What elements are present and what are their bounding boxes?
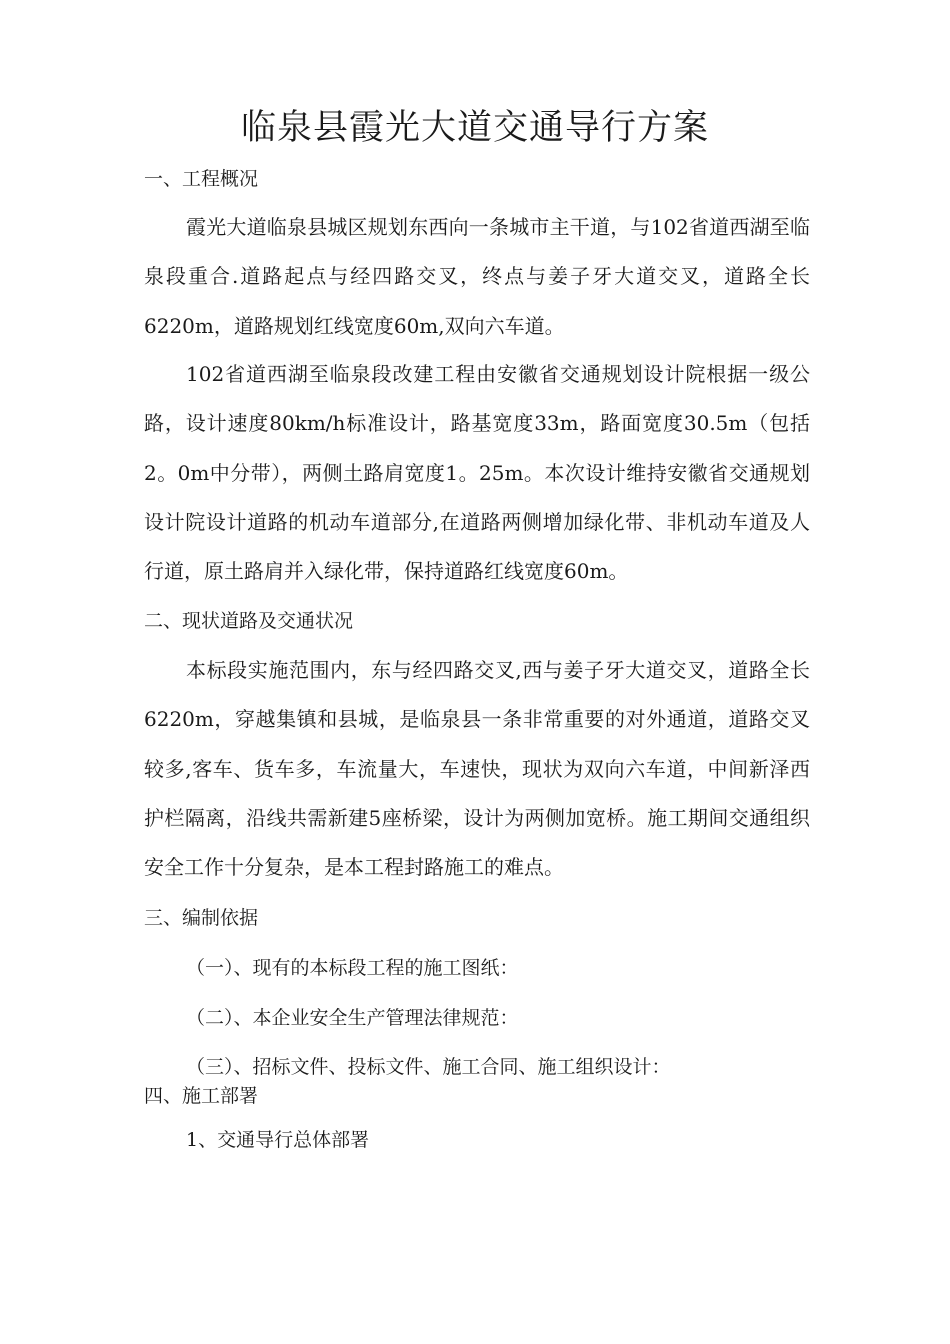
- section-heading-overview: 一、工程概况: [144, 168, 259, 190]
- basis-item-3: （三）、招标文件、投标文件、施工合同、施工组织设计：: [186, 1056, 671, 1078]
- basis-item-1: （一）、现有的本标段工程的施工图纸：: [186, 957, 519, 979]
- section-heading-deployment: 四、施工部署: [144, 1085, 259, 1107]
- paragraph-overview-2: 102省道西湖至临泉段改建工程由安徽省交通规划设计院根据一级公路，设计速度80km/h标准设计，路基宽度33m，路面宽度30.5m（包括2。0m中分带），两侧土路肩宽度1。25m。本次设计维持安徽省交通规划设计院设计道路的机动车道部分,在道路两侧增加绿化带、非机动车道及人行道，原土路肩并入绿化带，保持道路红线宽度60m。: [144, 362, 810, 584]
- document-title: 临泉县霞光大道交通导行方案: [240, 108, 709, 148]
- section-heading-basis: 三、编制依据: [144, 907, 259, 929]
- deployment-item-1: 1、交通导行总体部署: [186, 1129, 370, 1151]
- paragraph-current-traffic: 本标段实施范围内，东与经四路交叉,西与姜子牙大道交叉，道路全长6220m，穿越集镇和县城，是临泉县一条非常重要的对外通道，道路交叉较多,客车、货车多，车流量大，车速快，现状为双向六车道，中间新泽西护栏隔离，沿线共需新建5座桥梁，设计为两侧加宽桥。施工期间交通组织安全工作十分复杂，是本工程封路施工的难点。: [144, 658, 810, 880]
- paragraph-overview-1: 霞光大道临泉县城区规划东西向一条城市主干道，与102省道西湖至临泉段重合.道路起点与经四路交叉，终点与姜子牙大道交叉，道路全长6220m，道路规划红线宽度60m,双向六车道。: [144, 215, 810, 338]
- section-heading-current-traffic: 二、现状道路及交通状况: [144, 610, 354, 632]
- basis-item-2: （二）、本企业安全生产管理法律规范：: [186, 1007, 519, 1029]
